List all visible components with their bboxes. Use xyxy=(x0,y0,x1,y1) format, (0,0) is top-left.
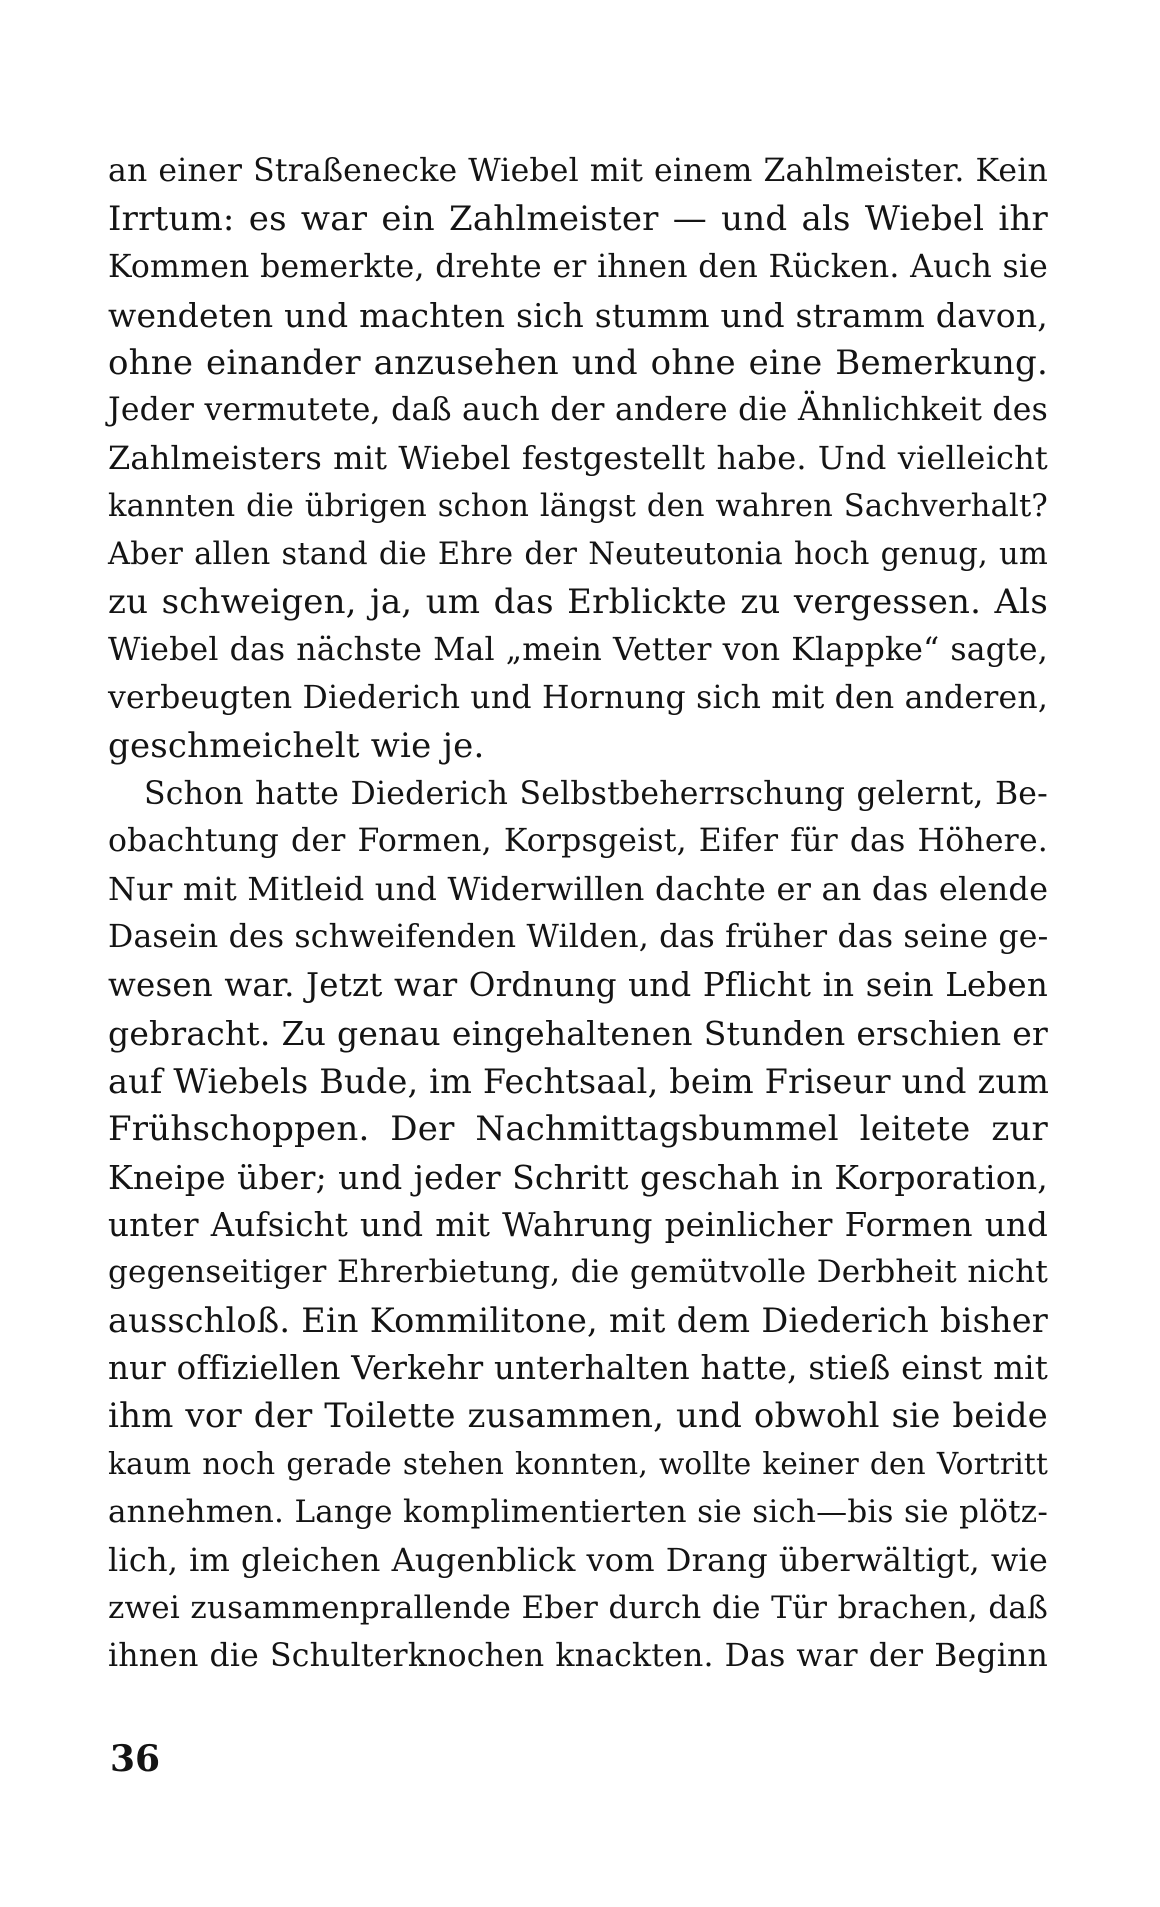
paragraph-start-line: Schon hatte Diederich Selbstbeherrschung gelernt, Be- xyxy=(144,775,1048,812)
text-line: Aber allen stand die Ehre der Neuteutonia hoch genug, um xyxy=(108,537,1048,573)
paragraph-end-line: geschmeichelt wie je. xyxy=(108,725,485,766)
text-line: kannten die übrigen schon längst den wahren Sachverhalt? xyxy=(108,489,1048,525)
text-line: unter Aufsicht und mit Wahrung peinlicher Formen und xyxy=(108,1205,1048,1244)
text-line: Nur mit Mitleid und Widerwillen dachte er an das elende xyxy=(108,870,1049,909)
text-line: lich, im gleichen Augenblick vom Drang überwältigt, wie xyxy=(108,1540,1048,1579)
text-line: an einer Straßenecke Wiebel mit einem Zahlmeister. Kein xyxy=(108,153,1048,189)
text-line: zwei zusammenprallende Eber durch die Tür brachen, daß xyxy=(108,1589,1048,1626)
body-text xyxy=(108,148,1048,1681)
text-line: Jeder vermutete, daß auch der andere die Ähnlichkeit des xyxy=(108,392,1048,429)
text-line: zu schweigen, ja, um das Erblickte zu vergessen. Als xyxy=(108,582,1048,623)
text-line: ausschloß. Ein Kommilitone, mit dem Diederich bisher xyxy=(108,1301,1048,1341)
text-line: verbeugten Diederich und Hornung sich mit den anderen, xyxy=(108,679,1049,716)
text-line: ohne einander anzusehen und ohne eine Bemerkung. xyxy=(108,342,1048,383)
text-line: nur offiziellen Verkehr unterhalten hatte, stieß einst mit xyxy=(108,1349,1048,1388)
text-line: wendeten und machten sich stumm und stramm davon, xyxy=(108,295,1048,335)
text-line: gegenseitiger Ehrerbietung, die gemütvolle Derbheit nicht xyxy=(108,1254,1048,1291)
text-line: Kneipe über; und jeder Schritt geschah in Korporation, xyxy=(108,1157,1048,1197)
text-line: Zahlmeisters mit Wiebel festgestellt habe. Und vielleicht xyxy=(108,439,1048,478)
text-line: annehmen. Lange komplimentierten sie sich—bis sie plötz- xyxy=(108,1493,1048,1530)
text-line: kaum noch gerade stehen konnten, wollte keiner den Vortritt xyxy=(108,1447,1048,1482)
text-line: ihnen die Schulterknochen knackten. Das war der Beginn xyxy=(108,1637,1048,1674)
text-line: Wiebel das nächste Mal „mein Vetter von Klappke“ sagte, xyxy=(108,631,1048,668)
text-line: auf Wiebels Bude, im Fechtsaal, beim Friseur und zum xyxy=(108,1061,1050,1101)
text-line: Dasein des schweifenden Wilden, das früher das seine ge- xyxy=(108,919,1049,956)
text-line: gebracht. Zu genau eingehaltenen Stunden erschien er xyxy=(108,1014,1048,1054)
page-number: 36 xyxy=(110,1738,161,1780)
text-line: Frühschoppen. Der Nachmittagsbummel leitete zur xyxy=(108,1108,1048,1149)
text-line: Kommen bemerkte, drehte er ihnen den Rücken. Auch sie xyxy=(108,248,1048,285)
text-line: ihm vor der Toilette zusammen, und obwohl sie beide xyxy=(108,1396,1048,1437)
text-line: Irrtum: es war ein Zahlmeister — und als Wiebel ihr xyxy=(108,198,1048,239)
text-line: wesen war. Jetzt war Ordnung und Pflicht in sein Leben xyxy=(108,966,1048,1005)
text-line: obachtung der Formen, Korpsgeist, Eifer für das Höhere. xyxy=(108,823,1048,860)
